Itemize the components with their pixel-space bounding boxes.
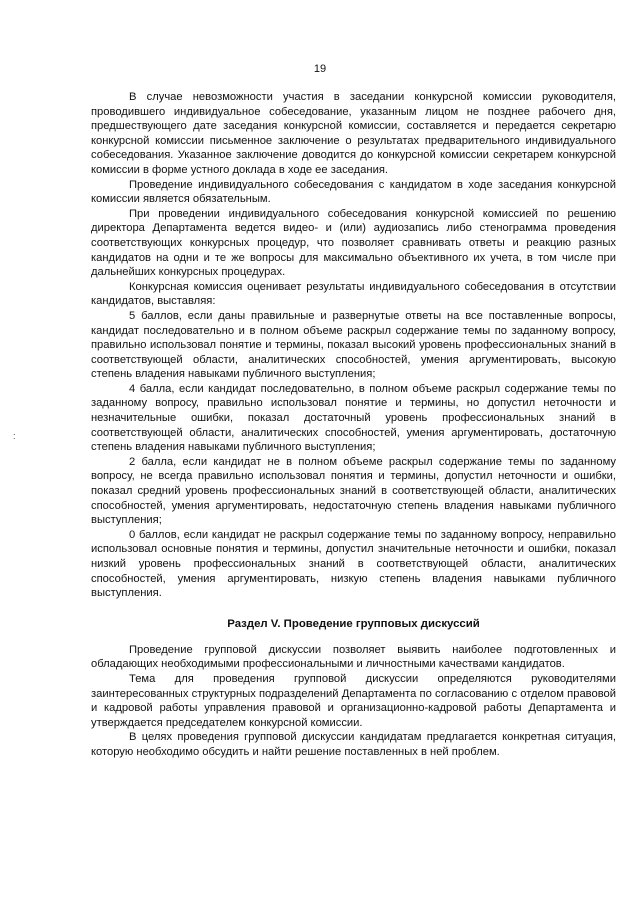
paragraph-interview-mandatory: Проведение индивидуального собеседования с кандидатом в ходе заседания конкурсной комиссии является обязательным. — [91, 178, 616, 206]
margin-scan-mark: : — [13, 431, 16, 441]
page-number: 19 — [313, 63, 327, 75]
paragraph-group-discussion-purpose: Проведение групповой дискуссии позволяет выявить наиболее подготовленных и обладающих необходимыми профессиональными и личностными качествами кандидатов. — [91, 643, 616, 671]
paragraph-score-0: 0 баллов, если кандидат не раскрыл содержание темы по заданному вопросу, неправильно использовал основные понятия и термины, допустил значительные неточности и ошибки, показал низкий уровень профессиональных знаний в соответствующей области, аналитических способностей, умения аргументировать, низкую степень владения навыками публичного выступления. — [91, 528, 616, 600]
paragraph-score-5: 5 баллов, если даны правильные и развернутые ответы на все поставленные вопросы, кандидат последовательно и в полном объеме раскрыл содержание темы по заданному вопросу, правильно использовал понятие и термины, показал высокий уровень профессиональных знаний в соответствующей области, аналитических способностей, умения аргументировать, высокую степень владения навыками публичного выступления; — [91, 309, 616, 381]
document-body — [91, 90, 616, 760]
paragraph-discussion-topic: Тема для проведения групповой дискуссии определяются руководителями заинтересованных структурных подразделений Департамента по согласованию с отделом правовой и кадровой работы управления правовой и организационно-кадровой работы Департамента и утверждается председателем конкурсной комиссии. — [91, 672, 616, 729]
paragraph-score-2: 2 балла, если кандидат не в полном объеме раскрыл содержание темы по заданному вопросу, не всегда правильно использовал понятия и термины, допустил неточности и ошибки, показал средний уровень профессиональных знаний в соответствующей области, аналитических способностей, умения аргументировать, недостаточную степень владения навыками публичного выступления; — [91, 455, 616, 527]
paragraph-absence-of-manager: В случае невозможности участия в заседании конкурсной комиссии руководителя, проводившего индивидуальное собеседование, указанным лицом не позднее рабочего дня, предшествующего дате заседания конкурсной комиссии, составляется и передается секретарю конкурсной комиссии письменное заключение о результатах предварительного индивидуального собеседования. Указанное заключение доводится до конкурсной комиссии секретарем конкурсной комиссии в форме устного доклада в ходе ее заседания. — [91, 91, 616, 176]
section-heading: Раздел V. Проведение групповых дискуссий — [227, 617, 480, 630]
paragraph-score-4: 4 балла, если кандидат последовательно, в полном объеме раскрыл содержание темы по заданному вопросу, правильно использовал понятие и термины, но допустил неточности и незначительные ошибки, показал достаточный уровень профессиональных знаний в соответствующей области, аналитических способностей, умения аргументировать, достаточную степень владения навыками публичного выступления; — [91, 382, 616, 454]
paragraph-video-recording: При проведении индивидуального собеседования конкурсной комиссией по решению директора Департамента ведется видео- и (или) аудиозапись либо стенограмма проведения соответствующих конкурсных процедур, что позволяет сравнивать ответы и реакцию разных кандидатов на одни и те же вопросы для максимально объективного их учета, в том числе при дальнейших конкурсных процедурах. — [91, 207, 616, 279]
paragraph-scoring-intro: Конкурсная комиссия оценивает результаты индивидуального собеседования в отсутствии кандидатов, выставляя: — [91, 280, 616, 308]
paragraph-discussion-situation: В целях проведения групповой дискуссии кандидатам предлагается конкретная ситуация, которую необходимо обсудить и найти решение поставленных в ней проблем. — [91, 731, 616, 758]
